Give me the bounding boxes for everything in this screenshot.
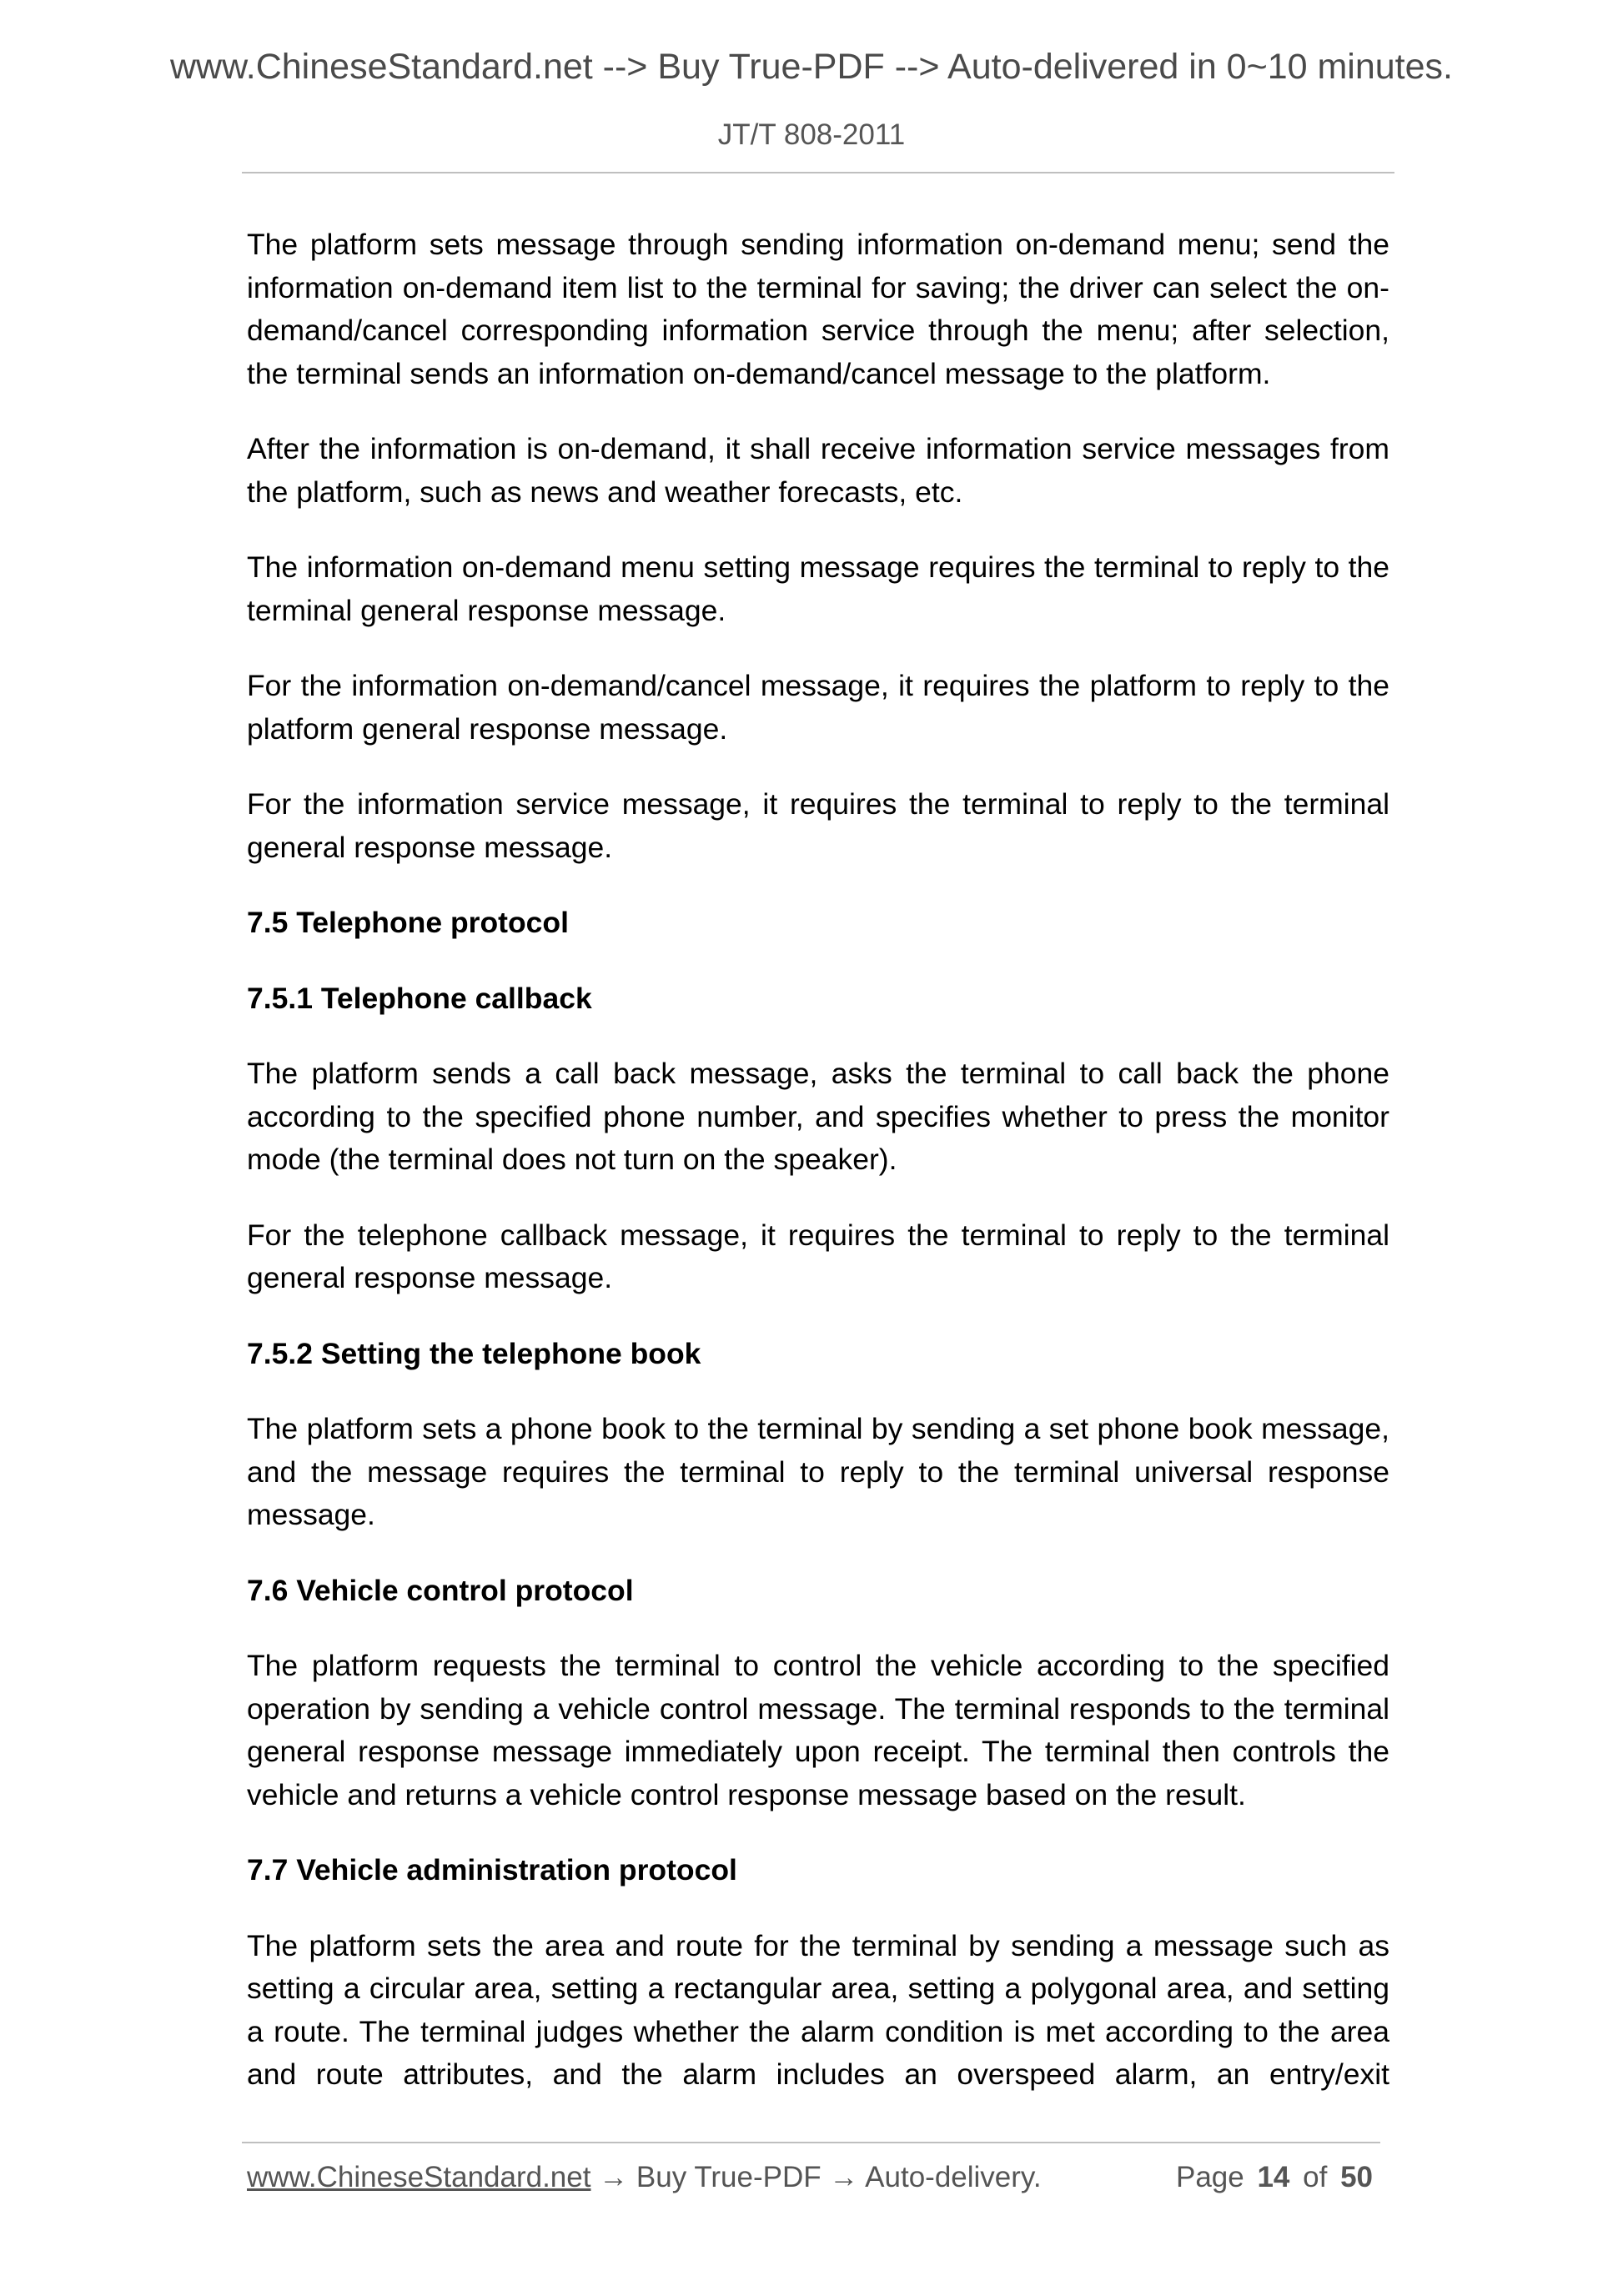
header-divider (242, 172, 1394, 173)
section-heading-7-5-2: 7.5.2 Setting the telephone book (247, 1336, 701, 1370)
total-pages: 50 (1340, 2161, 1373, 2193)
footer-promo (247, 2158, 1042, 2197)
page-label: Page (1175, 2161, 1244, 2193)
paragraph: The platform requests the terminal to control the vehicle according to the specified operation by sending a vehicle control message. The terminal responds to the terminal general response message immediately upon receipt. The terminal then controls the vehicle and returns a vehicle control response message based on the result. (247, 1649, 1389, 1811)
page-body (247, 224, 1389, 2129)
paragraph: The platform sets a phone book to the terminal by sending a set phone book message, and the message requires the terminal to reply to the terminal universal response message. (247, 1412, 1389, 1531)
page-number: 14 (1257, 2161, 1290, 2193)
page-indicator (1176, 2158, 1373, 2197)
footer-site-link[interactable]: www.ChineseStandard.net (247, 2161, 591, 2193)
document-code: JT/T 808-2011 (717, 118, 906, 151)
section-heading-7-7: 7.7 Vehicle administration protocol (247, 1853, 737, 1887)
footer-promo-text: → Buy True-PDF → Auto-delivery. (590, 2161, 1042, 2193)
paragraph: For the telephone callback message, it requires the terminal to reply to the terminal general response message. (247, 1218, 1389, 1294)
section-heading-7-5: 7.5 Telephone protocol (247, 906, 569, 939)
paragraph: For the information on-demand/cancel message, it requires the platform to reply to the platform general response message. (247, 669, 1389, 746)
paragraph: The information on-demand menu setting message requires the terminal to reply to the terminal general response message. (247, 550, 1389, 627)
paragraph: The platform sets message through sending information on-demand menu; send the information on-demand item list to the terminal for saving; the driver can select the on-demand/cancel corresponding information service through the menu; after selection, the terminal sends an information on-demand/cancel message to the platform. (247, 228, 1389, 390)
paragraph: The platform sets the area and route for the terminal by sending a message such as setting a circular area, setting a rectangular area, setting a polygonal area, and setting a route. The terminal judges whether the alarm condition is met according to the area and route attributes, and the alarm includes an overspeed alarm, an entry/exit (247, 1928, 1389, 2091)
of-label: of (1303, 2161, 1328, 2193)
paragraph: For the information service message, it requires the terminal to reply to the terminal general response message. (247, 787, 1389, 864)
footer-divider (242, 2142, 1380, 2143)
top-banner: www.ChineseStandard.net --> Buy True-PDF --> Auto-delivered in 0~10 minutes. (169, 47, 1453, 87)
paragraph: The platform sends a call back message, asks the terminal to call back the phone according to the specified phone number, and specifies whether to press the monitor mode (the terminal does not turn on the speaker). (247, 1057, 1389, 1176)
paragraph: After the information is on-demand, it shall receive information service messages from the platform, such as news and weather forecasts, etc. (247, 432, 1389, 509)
section-heading-7-6: 7.6 Vehicle control protocol (247, 1573, 634, 1607)
section-heading-7-5-1: 7.5.1 Telephone callback (247, 981, 592, 1015)
